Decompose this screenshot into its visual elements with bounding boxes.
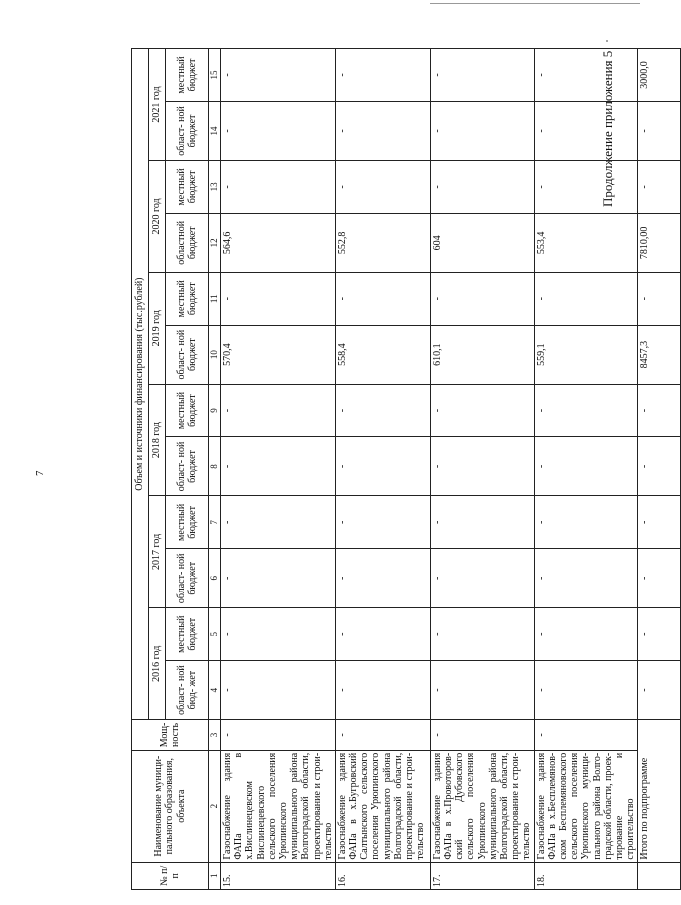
value-cell: -: [430, 549, 534, 608]
value-cell: -: [534, 272, 638, 325]
header-local: местный бюджет: [166, 49, 209, 102]
header-year: 2018 год: [149, 384, 166, 496]
value-cell: 564,6: [221, 213, 336, 272]
header-name: Наименование муници- пального образования, объекта: [132, 750, 209, 862]
header-local: местный бюджет: [166, 496, 209, 549]
value-cell: -: [534, 49, 638, 102]
funding-table-rotated: [131, 48, 651, 890]
total-value-cell: -: [638, 549, 681, 608]
value-cell: -: [335, 437, 430, 496]
value-cell: 610,1: [430, 325, 534, 384]
value-cell: -: [430, 661, 534, 720]
total-value-cell: 3000,0: [638, 49, 681, 102]
row-number: [638, 862, 681, 889]
value-cell: -: [221, 384, 336, 437]
value-cell: -: [534, 661, 638, 720]
object-name: Газоснабжение здания ФАПа в х.Бесплемянов- ском Бесплемяновского сельского поселения Урюпинского муници- пального района Волго- градской области, проек- тирование и строительство: [534, 750, 638, 862]
header-local: местный бюджет: [166, 384, 209, 437]
header-regional: областной бюджет: [166, 213, 209, 272]
object-name: Газоснабжение здания ФАПа в х.Вислинецевском Вислинецевского сельского поселения Урюпинского муниципального района Волгоградской области, проектирование и строи- тельство: [221, 750, 336, 862]
table-row: [534, 49, 638, 890]
column-number: 2: [209, 750, 221, 862]
value-cell: -: [534, 608, 638, 661]
total-value-cell: -: [638, 661, 681, 720]
column-number: 7: [209, 496, 221, 549]
value-cell: -: [221, 608, 336, 661]
total-value-cell: 7810,00: [638, 213, 681, 272]
column-number: 3: [209, 720, 221, 751]
value-cell: -: [430, 608, 534, 661]
header-regional: област- ной бюджет: [166, 437, 209, 496]
value-cell: -: [221, 101, 336, 160]
object-name: Газоснабжение здания ФАПа в х.Бугровский Салтынского сельского поселения Урюпинского муниципального района Волгоградской области, проектирование и строи- тельство: [335, 750, 430, 862]
total-label: Итого по подпрограмме: [638, 720, 681, 862]
column-number: 10: [209, 325, 221, 384]
row-number: 18.: [534, 862, 638, 889]
continuation-title: Продолжение приложения 5: [600, 50, 615, 207]
header-funding: Объем и источники финансирования (тыс.рублей): [132, 49, 149, 720]
value-cell: -: [430, 161, 534, 214]
row-number: 16.: [335, 862, 430, 889]
value-cell: 553,4: [534, 213, 638, 272]
value-cell: -: [335, 49, 430, 102]
total-value-cell: 8457,3: [638, 325, 681, 384]
header-year: 2016 год: [149, 608, 166, 720]
header-year: 2019 год: [149, 272, 166, 384]
value-cell: 559,1: [534, 325, 638, 384]
value-cell: -: [534, 384, 638, 437]
top-rule: [430, 3, 640, 4]
header-capacity: Мощ- ность: [132, 720, 209, 751]
value-cell: -: [430, 437, 534, 496]
value-cell: 552,8: [335, 213, 430, 272]
column-number: 8: [209, 437, 221, 496]
total-value-cell: -: [638, 384, 681, 437]
header-year: 2020 год: [149, 161, 166, 273]
value-cell: -: [335, 101, 430, 160]
capacity-cell: -: [534, 720, 638, 751]
value-cell: -: [335, 608, 430, 661]
value-cell: -: [534, 496, 638, 549]
column-number: 11: [209, 272, 221, 325]
value-cell: -: [221, 437, 336, 496]
row-number: 17.: [430, 862, 534, 889]
total-value-cell: -: [638, 437, 681, 496]
column-number: 14: [209, 101, 221, 160]
total-value-cell: -: [638, 101, 681, 160]
column-number-row: [209, 49, 221, 890]
value-cell: -: [221, 161, 336, 214]
value-cell: -: [221, 49, 336, 102]
value-cell: -: [221, 661, 336, 720]
column-number: 9: [209, 384, 221, 437]
column-number: 13: [209, 161, 221, 214]
header-regional: област- ной бюд- жет: [166, 661, 209, 720]
value-cell: -: [221, 496, 336, 549]
value-cell: -: [430, 101, 534, 160]
value-cell: 570,4: [221, 325, 336, 384]
header-regional: област- ной бюджет: [166, 101, 209, 160]
funding-table: [131, 48, 681, 890]
total-value-cell: -: [638, 272, 681, 325]
table-row: [430, 49, 534, 890]
header-no: № п/п: [132, 862, 209, 889]
value-cell: -: [534, 101, 638, 160]
value-cell: -: [335, 661, 430, 720]
total-row: [638, 49, 681, 890]
value-cell: -: [335, 496, 430, 549]
total-value-cell: -: [638, 496, 681, 549]
total-value-cell: -: [638, 161, 681, 214]
page-number: 7: [34, 470, 46, 476]
value-cell: -: [221, 272, 336, 325]
value-cell: -: [221, 549, 336, 608]
value-cell: -: [534, 549, 638, 608]
header-local: местный бюджет: [166, 272, 209, 325]
total-value-cell: -: [638, 608, 681, 661]
header-local: местный бюджет: [166, 161, 209, 214]
value-cell: -: [430, 49, 534, 102]
column-number: 4: [209, 661, 221, 720]
capacity-cell: -: [221, 720, 336, 751]
column-number: 15: [209, 49, 221, 102]
header-local: местный бюджет: [166, 608, 209, 661]
header-regional: област- ной бюджет: [166, 549, 209, 608]
value-cell: 558,4: [335, 325, 430, 384]
value-cell: -: [430, 272, 534, 325]
table-row: [221, 49, 336, 890]
column-number: 5: [209, 608, 221, 661]
column-number: 1: [209, 862, 221, 889]
column-number: 12: [209, 213, 221, 272]
object-name: Газоснабжение здания ФАПа в х.Провоторов- ский Дубовского сельского поселения Урюпинского муниципального района Волгоградской области, проектирование и строи- тельство: [430, 750, 534, 862]
header-regional: област- ной бюджет: [166, 325, 209, 384]
value-cell: -: [430, 496, 534, 549]
table-row: [335, 49, 430, 890]
capacity-cell: -: [335, 720, 430, 751]
value-cell: -: [335, 161, 430, 214]
value-cell: -: [534, 161, 638, 214]
value-cell: -: [534, 437, 638, 496]
value-cell: -: [430, 384, 534, 437]
header-year: 2021 год: [149, 49, 166, 161]
value-cell: 604: [430, 213, 534, 272]
header-year: 2017 год: [149, 496, 166, 608]
value-cell: -: [335, 384, 430, 437]
value-cell: -: [335, 272, 430, 325]
capacity-cell: -: [430, 720, 534, 751]
value-cell: -: [335, 549, 430, 608]
column-number: 6: [209, 549, 221, 608]
row-number: 15.: [221, 862, 336, 889]
